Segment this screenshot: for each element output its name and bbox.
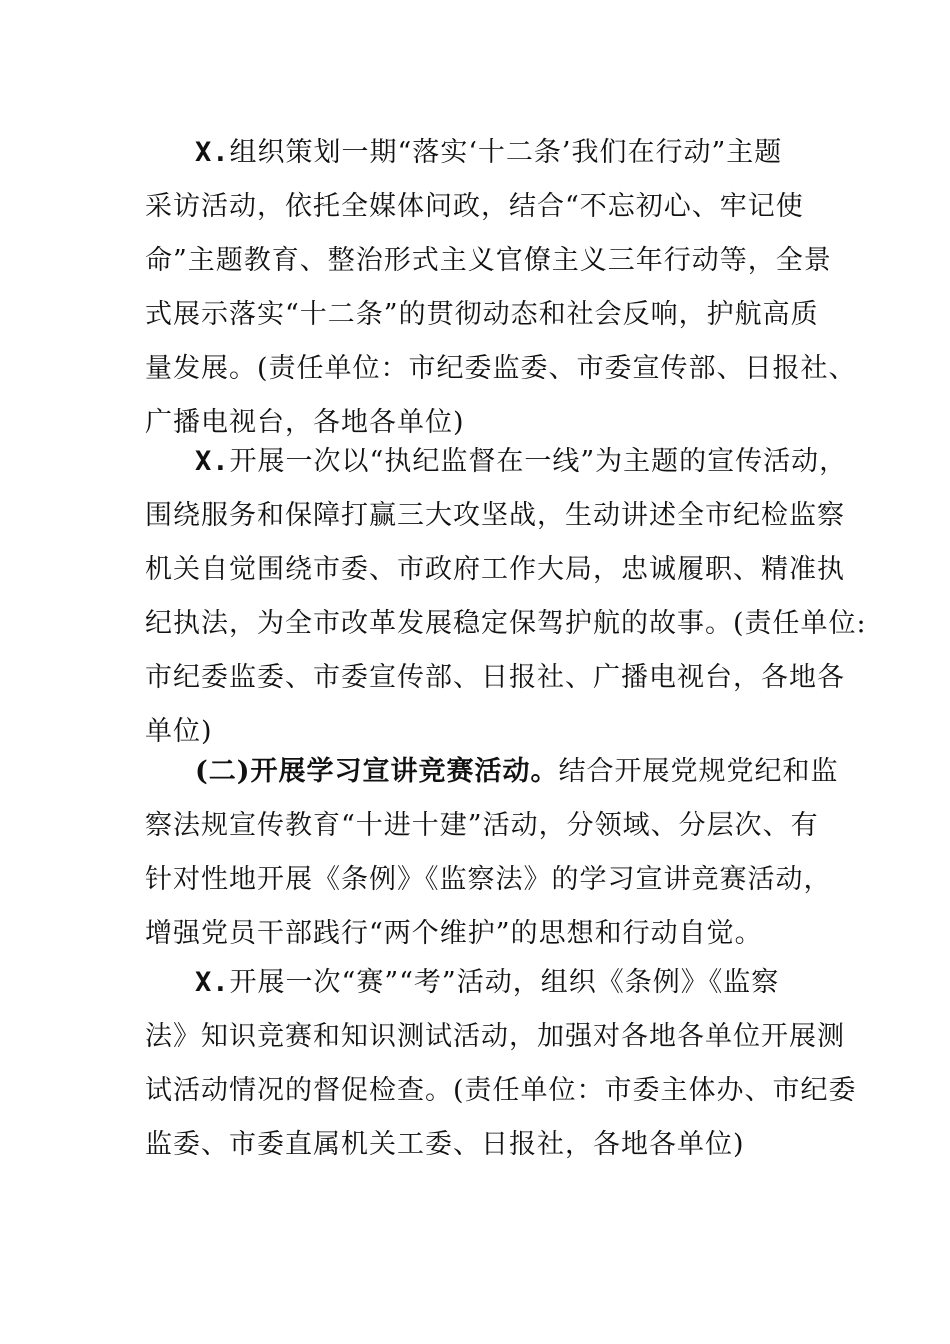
paragraph-line: 法》知识竞赛和知识测试活动，加强对各地各单位开展测 [145,1021,845,1052]
paragraph-line [145,956,805,1010]
section-heading: (二)开展学习宣讲竞赛活动。 [195,756,559,787]
paragraph-item-1 [145,126,857,450]
paragraph-item-2 [145,435,867,759]
item-number: X. [195,967,230,998]
paragraph-line: 式展示落实“十二条”的贯彻动态和社会反响，护航高质 [145,299,819,330]
paragraph-line: 针对性地开展《条例》《监察法》的学习宣讲竞赛活动， [145,864,832,895]
section-paragraph [145,745,839,961]
item-number: X. [195,446,230,477]
paragraph-line: 监委、市委直属机关工委、日报社，各地各单位) [145,1129,745,1160]
paragraph-line: 量发展。(责任单位：市纪委监委、市委宣传部、日报社、 [145,353,857,384]
item-number: X. [195,137,230,168]
line-text: 开展一次以“执纪监督在一线”为主题的宣传活动， [229,446,848,477]
line-text: 组织策划一期“落实‘十二条’我们在行动”主题 [229,137,783,168]
line-text: 开展一次“赛”“考”活动，组织《条例》《监察 [229,967,780,998]
paragraph-line: 纪执法，为全市改革发展稳定保驾护航的故事。(责任单位: [145,608,867,639]
paragraph-line: 试活动情况的督促检查。(责任单位：市委主体办、市纪委 [145,1075,857,1106]
paragraph-line: 单位) [145,716,213,747]
paragraph-line: 围绕服务和保障打赢三大攻坚战，生动讲述全市纪检监察 [145,500,845,531]
paragraph-line: 采访活动，依托全媒体问政，结合“不忘初心、牢记使 [145,191,804,222]
paragraph-item-3 [145,956,857,1172]
paragraph-line: 察法规宣传教育“十进十建”活动，分领域、分层次、有 [145,810,819,841]
paragraph-line: 机关自觉围绕市委、市政府工作大局，忠诚履职、精准执 [145,554,845,585]
paragraph-line: 增强党员干部践行“两个维护”的思想和行动自觉。 [145,918,763,949]
paragraph-line [145,435,848,489]
paragraph-line: 命”主题教育、整治形式主义官僚主义三年行动等，全景 [145,245,832,276]
paragraph-line: 广播电视台，各地各单位) [145,407,465,438]
line-text: 结合开展党规党纪和监 [558,756,839,787]
paragraph-line [145,745,839,799]
paragraph-line [145,126,805,180]
paragraph-line: 市纪委监委、市委宣传部、日报社、广播电视台，各地各 [145,662,845,693]
